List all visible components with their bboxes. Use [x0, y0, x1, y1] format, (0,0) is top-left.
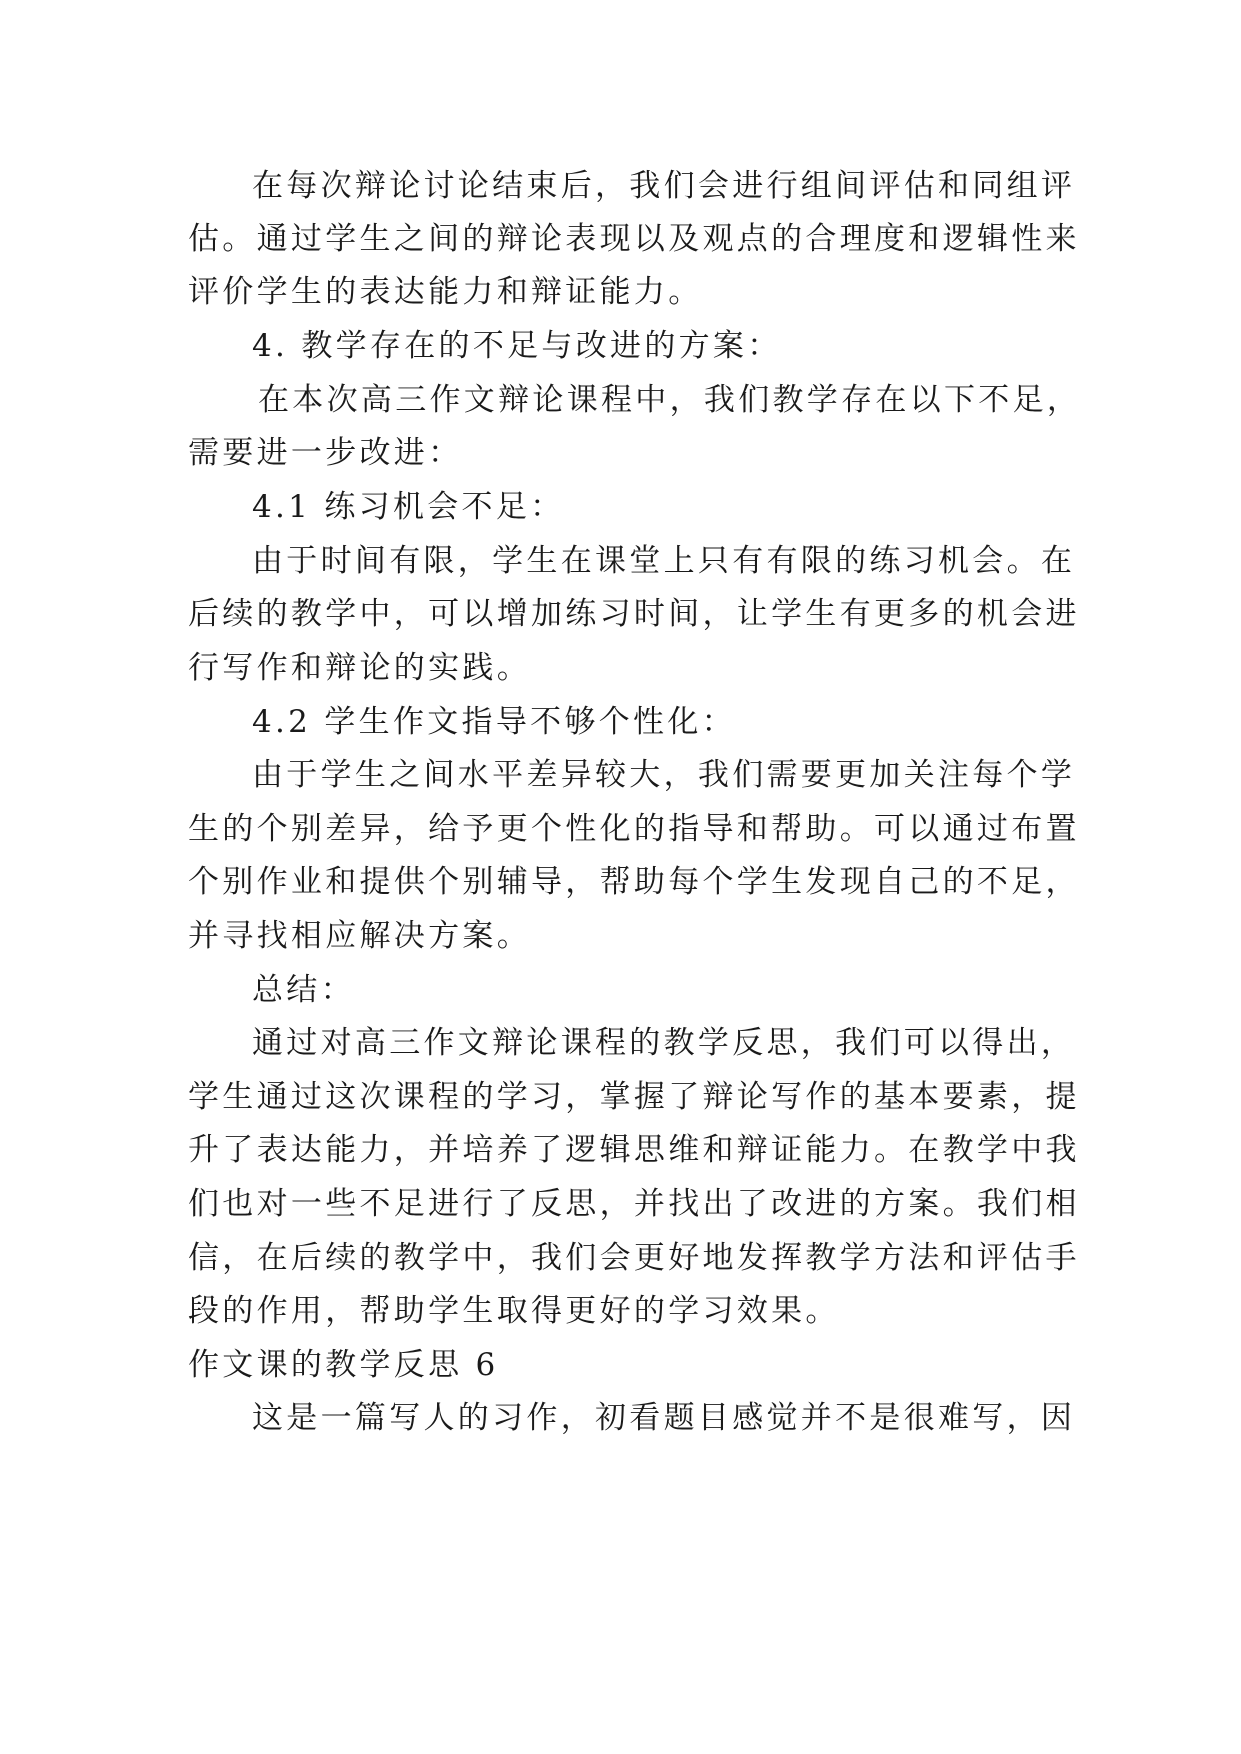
paragraph-line: 们也对一些不足进行了反思，并找出了改进的方案。我们相 — [188, 1186, 1080, 1222]
paragraph-line: 由于时间有限，学生在课堂上只有有限的练习机会。在 — [252, 543, 1076, 579]
paragraph-line: 需要进一步改进： — [188, 435, 463, 471]
paragraph-line: 并寻找相应解决方案。 — [188, 918, 531, 954]
paragraph-line: 行写作和辩论的实践。 — [188, 650, 531, 686]
paragraph-line: 在每次辩论讨论结束后，我们会进行组间评估和同组评 — [252, 168, 1076, 204]
paragraph-line: 生的个别差异，给予更个性化的指导和帮助。可以通过布置 — [188, 811, 1080, 847]
paragraph-line: 通过对高三作文辩论课程的教学反思，我们可以得出， — [252, 1025, 1076, 1061]
subsection-heading: 4.1 练习机会不足： — [252, 489, 565, 525]
paragraph-line: 个别作业和提供个别辅导，帮助每个学生发现自己的不足， — [188, 864, 1080, 900]
subsection-heading: 4.2 学生作文指导不够个性化： — [252, 704, 736, 740]
paragraph-line: 这是一篇写人的习作，初看题目感觉并不是很难写，因 — [252, 1400, 1076, 1436]
paragraph-line: 在本次高三作文辩论课程中，我们教学存在以下不足， — [258, 382, 1082, 418]
article-title: 作文课的教学反思 6 — [188, 1347, 499, 1383]
paragraph-line: 段的作用，帮助学生取得更好的学习效果。 — [188, 1293, 840, 1329]
paragraph-line: 学生通过这次课程的学习，掌握了辩论写作的基本要素，提 — [188, 1079, 1080, 1115]
paragraph-line: 评价学生的表达能力和辩证能力。 — [188, 274, 703, 310]
paragraph-line: 后续的教学中，可以增加练习时间，让学生有更多的机会进 — [188, 596, 1080, 632]
summary-heading: 总结： — [252, 972, 355, 1008]
section-heading: 4. 教学存在的不足与改进的方案： — [252, 328, 782, 364]
paragraph-line: 由于学生之间水平差异较大，我们需要更加关注每个学 — [252, 757, 1076, 793]
paragraph-line: 信，在后续的教学中，我们会更好地发挥教学方法和评估手 — [188, 1240, 1080, 1276]
paragraph-line: 估。通过学生之间的辩论表现以及观点的合理度和逻辑性来 — [188, 221, 1080, 257]
paragraph-line: 升了表达能力，并培养了逻辑思维和辩证能力。在教学中我 — [188, 1132, 1080, 1168]
